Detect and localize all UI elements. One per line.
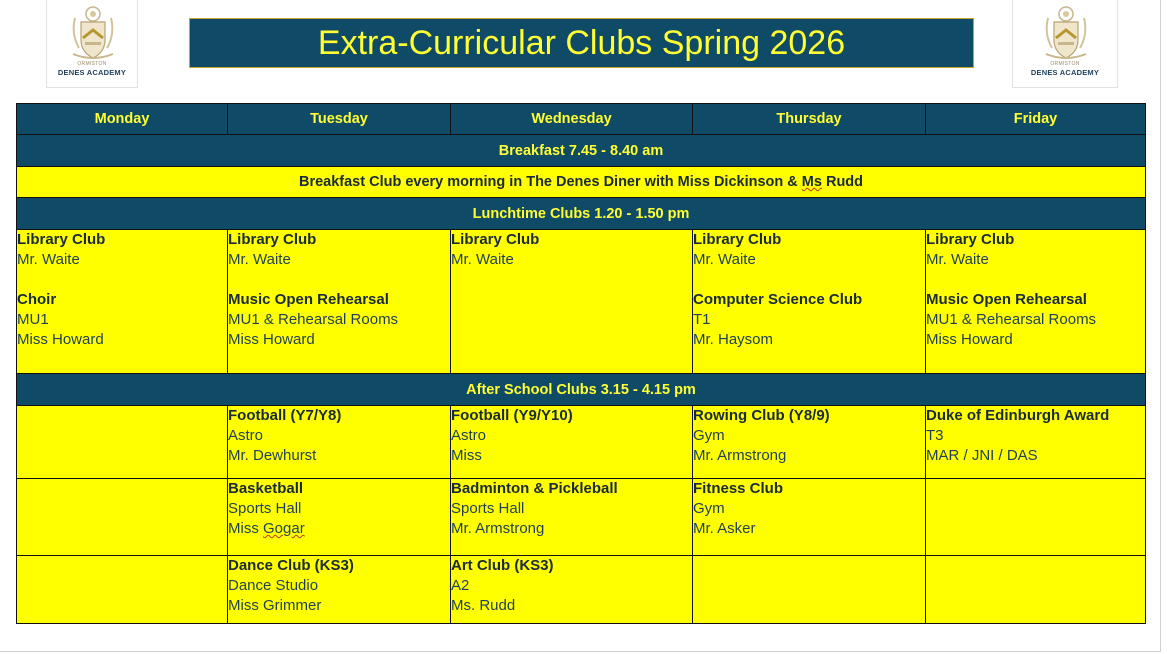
lunchtime-heading: Lunchtime Clubs 1.20 - 1.50 pm: [17, 198, 1146, 230]
day-header-row: [17, 104, 1146, 135]
club-name: Basketball: [228, 480, 304, 497]
after-school-row: [17, 556, 1146, 624]
after-school-cell: [926, 479, 1146, 556]
club-name: Library Club: [693, 231, 782, 248]
day-header-monday: Monday: [17, 104, 228, 135]
after-school-cell: [693, 406, 926, 479]
lunchtime-heading-row: [17, 198, 1146, 230]
club-detail: Mr. Dewhurst: [228, 447, 317, 464]
after-school-cell: [451, 406, 693, 479]
crest-caption: ORMISTON: [77, 61, 107, 67]
day-header-thursday: Thursday: [693, 104, 926, 135]
club-detail: Sports Hall: [228, 500, 302, 517]
club-name: Library Club: [17, 231, 106, 248]
breakfast-heading-row: [17, 135, 1146, 167]
breakfast-text-end: Rudd: [821, 174, 864, 190]
club-detail: Sports Hall: [451, 500, 525, 517]
club-name: Choir: [17, 291, 57, 308]
lunch-cell: [451, 230, 693, 374]
club-detail: Gym: [693, 427, 725, 444]
club-teacher: [228, 519, 450, 539]
club-name: Art Club (KS3): [451, 557, 554, 574]
page-edge-bottom: [0, 651, 1160, 652]
teacher-surname: Gogar: [263, 520, 305, 537]
club-detail: Miss Howard: [17, 331, 104, 348]
breakfast-banner-row: [17, 167, 1146, 198]
club-name: Music Open Rehearsal: [926, 291, 1087, 308]
club-detail: MAR / JNI / DAS: [926, 447, 1038, 464]
club-name: Duke of Edinburgh Award: [926, 407, 1110, 424]
breakfast-text-flagged: Ms: [801, 174, 822, 190]
after-school-heading: After School Clubs 3.15 - 4.15 pm: [17, 374, 1146, 406]
teacher-title: Miss: [228, 520, 263, 537]
after-school-cell: [693, 556, 926, 624]
after-school-cell: [17, 479, 228, 556]
after-school-cell: [228, 479, 451, 556]
breakfast-text: Breakfast Club every morning in The Denes Diner with Miss Dickinson &: [298, 174, 802, 190]
club-detail: Astro: [228, 427, 264, 444]
after-school-cell: [926, 406, 1146, 479]
club-name: Library Club: [926, 231, 1015, 248]
club-detail: MU1 & Rehearsal Rooms: [228, 311, 399, 328]
club-detail: Miss Howard: [926, 331, 1013, 348]
breakfast-heading: Breakfast 7.45 - 8.40 am: [17, 135, 1146, 167]
after-school-cell: [17, 406, 228, 479]
lunch-cell: [17, 230, 228, 374]
club-detail: Mr. Waite: [451, 251, 514, 268]
club-detail: MU1: [17, 311, 49, 328]
club-detail: Miss: [451, 447, 482, 464]
club-detail: Ms. Rudd: [451, 597, 516, 614]
after-school-cell: [451, 479, 693, 556]
club-detail: MU1 & Rehearsal Rooms: [926, 311, 1097, 328]
school-name-left: DENES ACADEMY: [57, 68, 127, 77]
school-logo-left: [46, 0, 138, 88]
club-detail: T3: [926, 427, 944, 444]
after-school-cell: [693, 479, 926, 556]
day-header-friday: Friday: [926, 104, 1146, 135]
after-school-cell: [228, 556, 451, 624]
club-detail: Mr. Waite: [926, 251, 989, 268]
after-school-row: [17, 479, 1146, 556]
club-detail: Mr. Haysom: [693, 331, 774, 348]
school-name-right: DENES ACADEMY: [1030, 68, 1100, 77]
after-school-cell: [228, 406, 451, 479]
club-name: Football (Y7/Y8): [228, 407, 342, 424]
after-school-cell: [451, 556, 693, 624]
day-header-wednesday: Wednesday: [451, 104, 693, 135]
crest-icon: [67, 4, 119, 62]
club-name: Computer Science Club: [693, 291, 863, 308]
club-name: Music Open Rehearsal: [228, 291, 389, 308]
after-school-cell: [926, 556, 1146, 624]
club-name: Football (Y9/Y10): [451, 407, 573, 424]
spacer: [228, 270, 450, 290]
club-name: Dance Club (KS3): [228, 557, 354, 574]
spacer: [926, 270, 1145, 290]
club-detail: Miss Grimmer: [228, 597, 322, 614]
club-detail: Miss Howard: [228, 331, 315, 348]
club-name: Badminton & Pickleball: [451, 480, 618, 497]
club-name: Fitness Club: [693, 480, 784, 497]
club-name: Library Club: [228, 231, 317, 248]
club-detail: Mr. Waite: [228, 251, 291, 268]
after-school-row: [17, 406, 1146, 479]
crest-icon: [1040, 4, 1092, 62]
spacer: [17, 270, 227, 290]
lunch-cell: [926, 230, 1146, 374]
after-school-heading-row: [17, 374, 1146, 406]
club-detail: T1: [693, 311, 711, 328]
club-name: Library Club: [451, 231, 540, 248]
lunchtime-row: [17, 230, 1146, 374]
club-detail: Mr. Waite: [693, 251, 756, 268]
breakfast-banner: [17, 167, 1146, 198]
title-banner: [189, 18, 974, 68]
after-school-cell: [17, 556, 228, 624]
lunch-cell: [693, 230, 926, 374]
crest-caption: ORMISTON: [1050, 61, 1080, 67]
school-logo-right: [1012, 0, 1118, 88]
club-detail: Mr. Asker: [693, 520, 756, 537]
club-detail: Mr. Waite: [17, 251, 80, 268]
club-detail: A2: [451, 577, 470, 594]
spacer: [693, 270, 925, 290]
clubs-timetable: [16, 103, 1146, 624]
lunch-cell: [228, 230, 451, 374]
club-detail: Gym: [693, 500, 725, 517]
day-header-tuesday: Tuesday: [228, 104, 451, 135]
club-detail: Dance Studio: [228, 577, 319, 594]
page-edge-right: [1160, 0, 1161, 652]
club-detail: Astro: [451, 427, 487, 444]
club-name: Rowing Club (Y8/9): [693, 407, 830, 424]
club-detail: Mr. Armstrong: [451, 520, 545, 537]
club-detail: Mr. Armstrong: [693, 447, 787, 464]
page-title: Extra-Curricular Clubs Spring 2026: [317, 23, 846, 62]
